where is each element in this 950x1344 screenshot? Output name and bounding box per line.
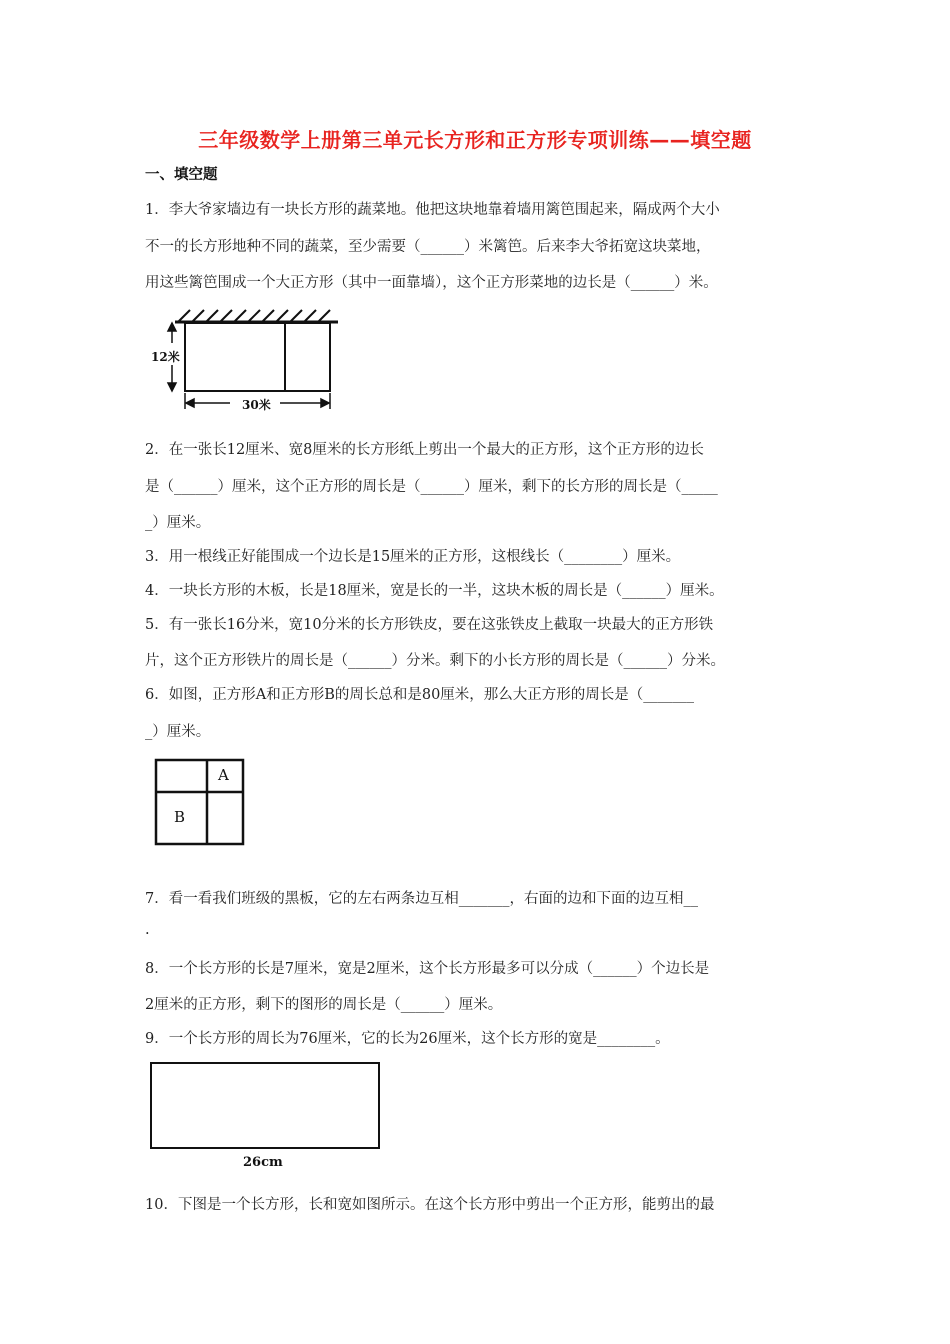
q9-line: 9．一个长方形的周长为76厘米，它的长为26厘米，这个长方形的宽是________。	[145, 1031, 670, 1047]
q7-line-1: 7．看一看我们班级的黑板，它的左右两条边互相_______，右面的边和下面的边互相__	[145, 891, 698, 907]
q6-line-1: 6．如图，正方形A和正方形B的周长总和是80厘米，那么大正方形的周长是（_______	[145, 687, 695, 703]
square-b-label: B	[174, 808, 186, 826]
q6-line-2: _）厘米。	[145, 724, 211, 740]
q5-line-1: 5．有一张长16分米，宽10分米的长方形铁皮，要在这张铁皮上截取一块最大的正方形铁	[145, 617, 714, 633]
q8-line-1: 8．一个长方形的长是7厘米，宽是2厘米，这个长方形最多可以分成（______）个边长是	[145, 961, 710, 977]
q3-line: 3．用一根线正好能围成一个边长是15厘米的正方形，这根线长（________）厘米。	[145, 549, 681, 565]
q7-line-2: .	[145, 922, 150, 938]
q2-line-2: 是（______）厘米，这个正方形的周长是（______）厘米，剩下的长方形的周长是（_____	[145, 479, 718, 495]
q1-fence-diagram	[140, 305, 350, 415]
wall-hatching	[175, 310, 338, 322]
q9-rectangle-diagram	[148, 1060, 384, 1170]
q10-line: 10．下图是一个长方形，长和宽如图所示。在这个长方形中剪出一个正方形，能剪出的最	[145, 1197, 715, 1213]
q1-line-1: 1．李大爷家墙边有一块长方形的蔬菜地。他把这块地靠着墙用篱笆围起来，隔成两个大小	[145, 202, 720, 218]
height-label: 12米	[151, 350, 180, 364]
q6-square-diagram	[154, 758, 246, 846]
page-title: 三年级数学上册第三单元长方形和正方形专项训练——填空题	[198, 128, 752, 152]
q4-line: 4．一块长方形的木板，长是18厘米，宽是长的一半，这块木板的周长是（______）厘米。	[145, 583, 724, 599]
length-label: 26cm	[243, 1155, 283, 1170]
rectangle	[151, 1063, 379, 1148]
big-square	[156, 760, 243, 844]
width-label: 30米	[242, 398, 271, 412]
q1-line-3: 用这些篱笆围成一个大正方形（其中一面靠墙），这个正方形菜地的边长是（______）米。	[145, 275, 718, 291]
q1-line-2: 不一的长方形地种不同的蔬菜，至少需要（______）米篱笆。后来李大爷拓宽这块菜地，	[145, 239, 711, 255]
q5-line-2: 片，这个正方形铁片的周长是（______）分米。剩下的小长方形的周长是（______）分米。	[145, 653, 725, 669]
section-heading: 一、填空题	[145, 167, 218, 183]
q8-line-2: 2厘米的正方形，剩下的图形的周长是（______）厘米。	[145, 997, 503, 1013]
q2-line-3: _）厘米。	[145, 515, 211, 531]
vegetable-plot	[185, 323, 330, 391]
square-a-label: A	[218, 766, 229, 784]
q2-line-1: 2．在一张长12厘米、宽8厘米的长方形纸上剪出一个最大的正方形，这个正方形的边长	[145, 442, 704, 458]
